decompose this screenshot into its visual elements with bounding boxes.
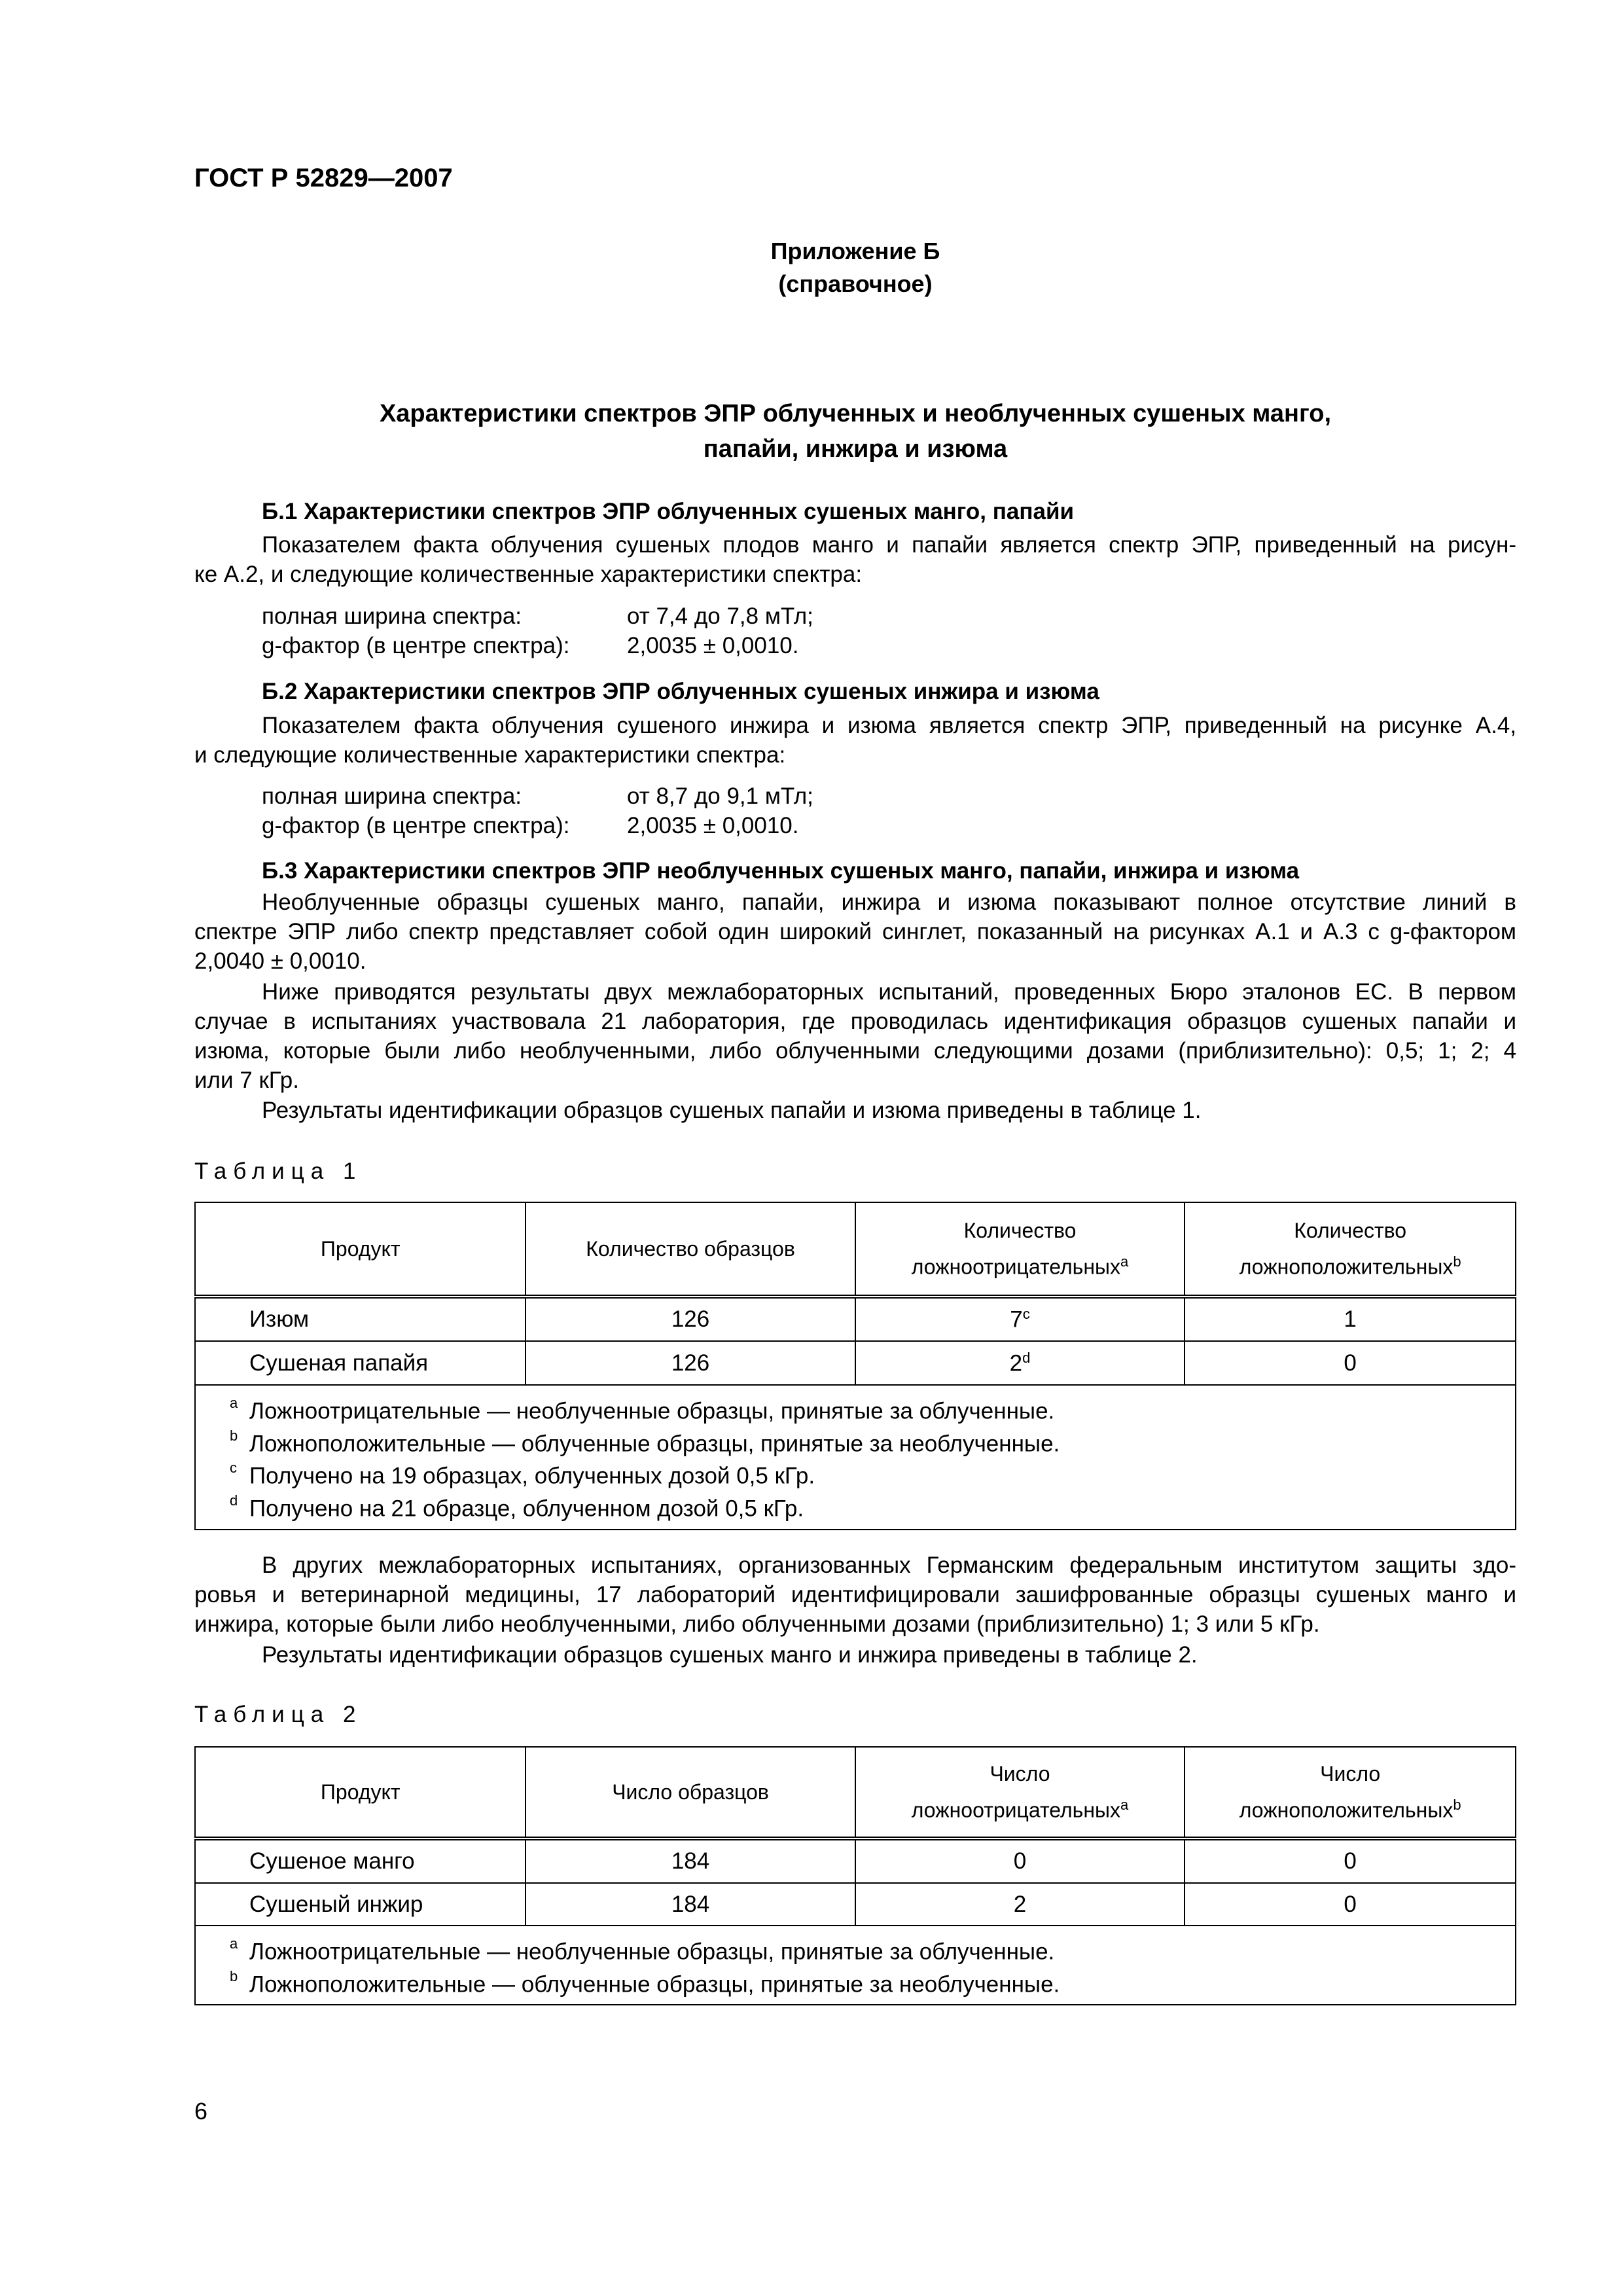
footnote: [230, 1965, 1515, 1998]
standard-number: ГОСТ Р 52829—2007: [194, 164, 453, 192]
b3-text: Необлученные образцы сушеных манго, папайи, инжира и изюма показывают полное отсутствие линий в: [262, 889, 1516, 915]
footnote: [230, 1457, 1515, 1490]
footnote: [230, 1425, 1515, 1458]
cell-samples: 184: [526, 1839, 855, 1883]
b3-text: Ниже приводятся результаты двух межлабораторных испытаний, проведенных Бюро эталонов ЕС. В первом: [262, 979, 1516, 1005]
b3-text: 2,0040 ± 0,0010.: [194, 948, 366, 974]
cell-false-positive: 0: [1185, 1883, 1516, 1926]
cell-false-positive: 0: [1185, 1341, 1516, 1385]
para2-text: ровья и ветеринарной медицины, 17 лабораторий идентифицировали зашифрованные образцы сушеных манго и: [194, 1582, 1516, 1607]
footnote-mark: a: [1120, 1253, 1129, 1270]
table-row: [195, 1839, 1516, 1883]
spec-value: 2,0035 ± 0,0010.: [627, 633, 799, 658]
footnote-text: Ложноположительные — облученные образцы, принятые за необлученные.: [249, 1431, 1060, 1457]
col-header-samples: Количество образцов: [526, 1202, 855, 1297]
b2-spec-g: [262, 813, 799, 839]
cell-samples: 126: [526, 1341, 855, 1385]
spec-label: полная ширина спектра:: [262, 783, 522, 809]
footnote: [230, 1392, 1515, 1425]
col-header-samples: Число образцов: [526, 1747, 855, 1839]
footnote: [230, 1490, 1515, 1522]
footnotes-cell: [195, 1385, 1516, 1530]
cell-false-negative: [855, 1341, 1185, 1385]
b1-text: ке А.2, и следующие количественные характеристики спектра:: [194, 562, 863, 587]
b2-heading: Б.2 Характеристики спектров ЭПР облученных сушеных инжира и изюма: [262, 679, 1099, 704]
para2-text: инжира, которые были либо необлученными, либо облученными дозами (приблизительно) 1; 3 или 5 кГр.: [194, 1611, 1320, 1637]
cell-value: 2: [1009, 1350, 1023, 1376]
footnote-mark: b: [1453, 1253, 1461, 1270]
col-header-false-negative: [855, 1202, 1185, 1297]
b2-spec-width: [262, 783, 813, 810]
b3-heading: Б.3 Характеристики спектров ЭПР необлученных сушеных манго, папайи, инжира и изюма: [262, 858, 1300, 884]
table-row: [195, 1341, 1516, 1385]
spec-label: g-фактор (в центре спектра):: [262, 813, 570, 838]
footnote-mark: c: [230, 1460, 237, 1477]
footnote-text: Получено на 19 образцах, облученных дозой 0,5 кГр.: [249, 1463, 815, 1489]
header-text: ложноположительных: [1239, 1798, 1454, 1822]
col-header-false-positive: [1185, 1202, 1516, 1297]
b1-spec-width: [262, 603, 813, 630]
header-text: ложноотрицательных: [911, 1798, 1120, 1822]
footnote-mark: d: [230, 1492, 238, 1509]
table-row: [195, 1297, 1516, 1341]
b1-spec-g: [262, 633, 799, 659]
header-text: Число: [990, 1762, 1050, 1786]
b3-text: или 7 кГр.: [194, 1067, 299, 1093]
cell-product: Изюм: [195, 1297, 526, 1341]
footnote-mark: d: [1022, 1349, 1031, 1366]
header-text: ложноотрицательных: [911, 1255, 1120, 1279]
table1-caption: Таблица 1: [194, 1158, 363, 1184]
spec-value: 2,0035 ± 0,0010.: [627, 813, 799, 838]
col-header-product: Продукт: [195, 1202, 526, 1297]
table-row: [195, 1883, 1516, 1926]
cell-product: Сушеный инжир: [195, 1883, 526, 1926]
header-text: Число: [1320, 1762, 1381, 1786]
cell-product: Сушеное манго: [195, 1839, 526, 1883]
spec-value: от 7,4 до 7,8 мТл;: [627, 603, 813, 629]
cell-false-negative: [855, 1297, 1185, 1341]
footnote-text: Ложноотрицательные — необлученные образцы, принятые за облученные.: [249, 1939, 1055, 1965]
footnote-text: Получено на 21 образце, облученном дозой 0,5 кГр.: [249, 1496, 804, 1522]
table-2: [194, 1746, 1516, 2005]
footnote-mark: a: [1120, 1797, 1129, 1814]
para2-text: В других межлабораторных испытаниях, организованных Германским федеральным институтом защиты здо-: [262, 1552, 1516, 1578]
header-text: Количество: [963, 1219, 1077, 1243]
footnote-mark: b: [230, 1427, 238, 1444]
spec-label: полная ширина спектра:: [262, 603, 522, 629]
table-footnotes: [195, 1385, 1516, 1530]
cell-product: Сушеная папайя: [195, 1341, 526, 1385]
b1-heading: Б.1 Характеристики спектров ЭПР облученных сушеных манго, папайи: [262, 499, 1074, 524]
spec-label: g-фактор (в центре спектра):: [262, 633, 570, 658]
section-title-line2: папайи, инжира и изюма: [703, 435, 1008, 463]
footnote-text: Ложноположительные — облученные образцы, принятые за необлученные.: [249, 1971, 1060, 1998]
cell-false-negative: 0: [855, 1839, 1185, 1883]
col-header-product: Продукт: [195, 1747, 526, 1839]
footnote-text: Ложноотрицательные — необлученные образцы, принятые за облученные.: [249, 1398, 1055, 1424]
b2-text: Показателем факта облучения сушеного инжира и изюма является спектр ЭПР, приведенный на рисунке А.4,: [262, 713, 1516, 738]
footnote-mark: a: [230, 1395, 238, 1411]
appendix-title: Приложение Б: [770, 238, 940, 264]
table-footnotes: [195, 1926, 1516, 2005]
b3-text: Результаты идентификации образцов сушеных папайи и изюма приведены в таблице 1.: [262, 1098, 1202, 1123]
col-header-false-positive: [1185, 1747, 1516, 1839]
cell-samples: 126: [526, 1297, 855, 1341]
footnote: [230, 1933, 1515, 1965]
appendix-type: (справочное): [778, 270, 933, 297]
cell-value: 7: [1010, 1306, 1023, 1333]
header-text: Количество: [1294, 1219, 1407, 1243]
b1-text: Показателем факта облучения сушеных плодов манго и папайи является спектр ЭПР, приведенный на рисун-: [262, 532, 1516, 558]
spec-value: от 8,7 до 9,1 мТл;: [627, 783, 813, 809]
footnote-mark: a: [230, 1935, 238, 1952]
para2-text: Результаты идентификации образцов сушеных манго и инжира приведены в таблице 2.: [262, 1642, 1198, 1668]
b3-text: спектре ЭПР либо спектр представляет собой один широкий синглет, показанный на рисунках А.1 и А.3 с g-фактором: [194, 919, 1516, 944]
footnotes-cell: [195, 1926, 1516, 2005]
header-text: ложноположительных: [1239, 1255, 1454, 1279]
footnote-mark: b: [1453, 1797, 1461, 1814]
page-number: 6: [194, 2098, 208, 2125]
col-header-false-negative: [855, 1747, 1185, 1839]
cell-false-positive: 0: [1185, 1839, 1516, 1883]
section-title-line1: Характеристики спектров ЭПР облученных и необлученных сушеных манго,: [379, 400, 1332, 427]
table-1: [194, 1202, 1516, 1530]
b3-text: случае в испытаниях участвовала 21 лаборатория, где проводилась идентификация образцов сушеных папайи и: [194, 1009, 1516, 1034]
cell-false-negative: 2: [855, 1883, 1185, 1926]
b2-text: и следующие количественные характеристики спектра:: [194, 742, 786, 768]
footnote-mark: c: [1022, 1306, 1030, 1323]
footnote-mark: b: [230, 1967, 238, 1984]
cell-samples: 184: [526, 1883, 855, 1926]
cell-false-positive: 1: [1185, 1297, 1516, 1341]
table2-caption: Таблица 2: [194, 1702, 363, 1727]
b3-text: изюма, которые были либо необлученными, либо облученными следующими дозами (приблизительно): 0,5; 1; 2; 4: [194, 1038, 1516, 1064]
